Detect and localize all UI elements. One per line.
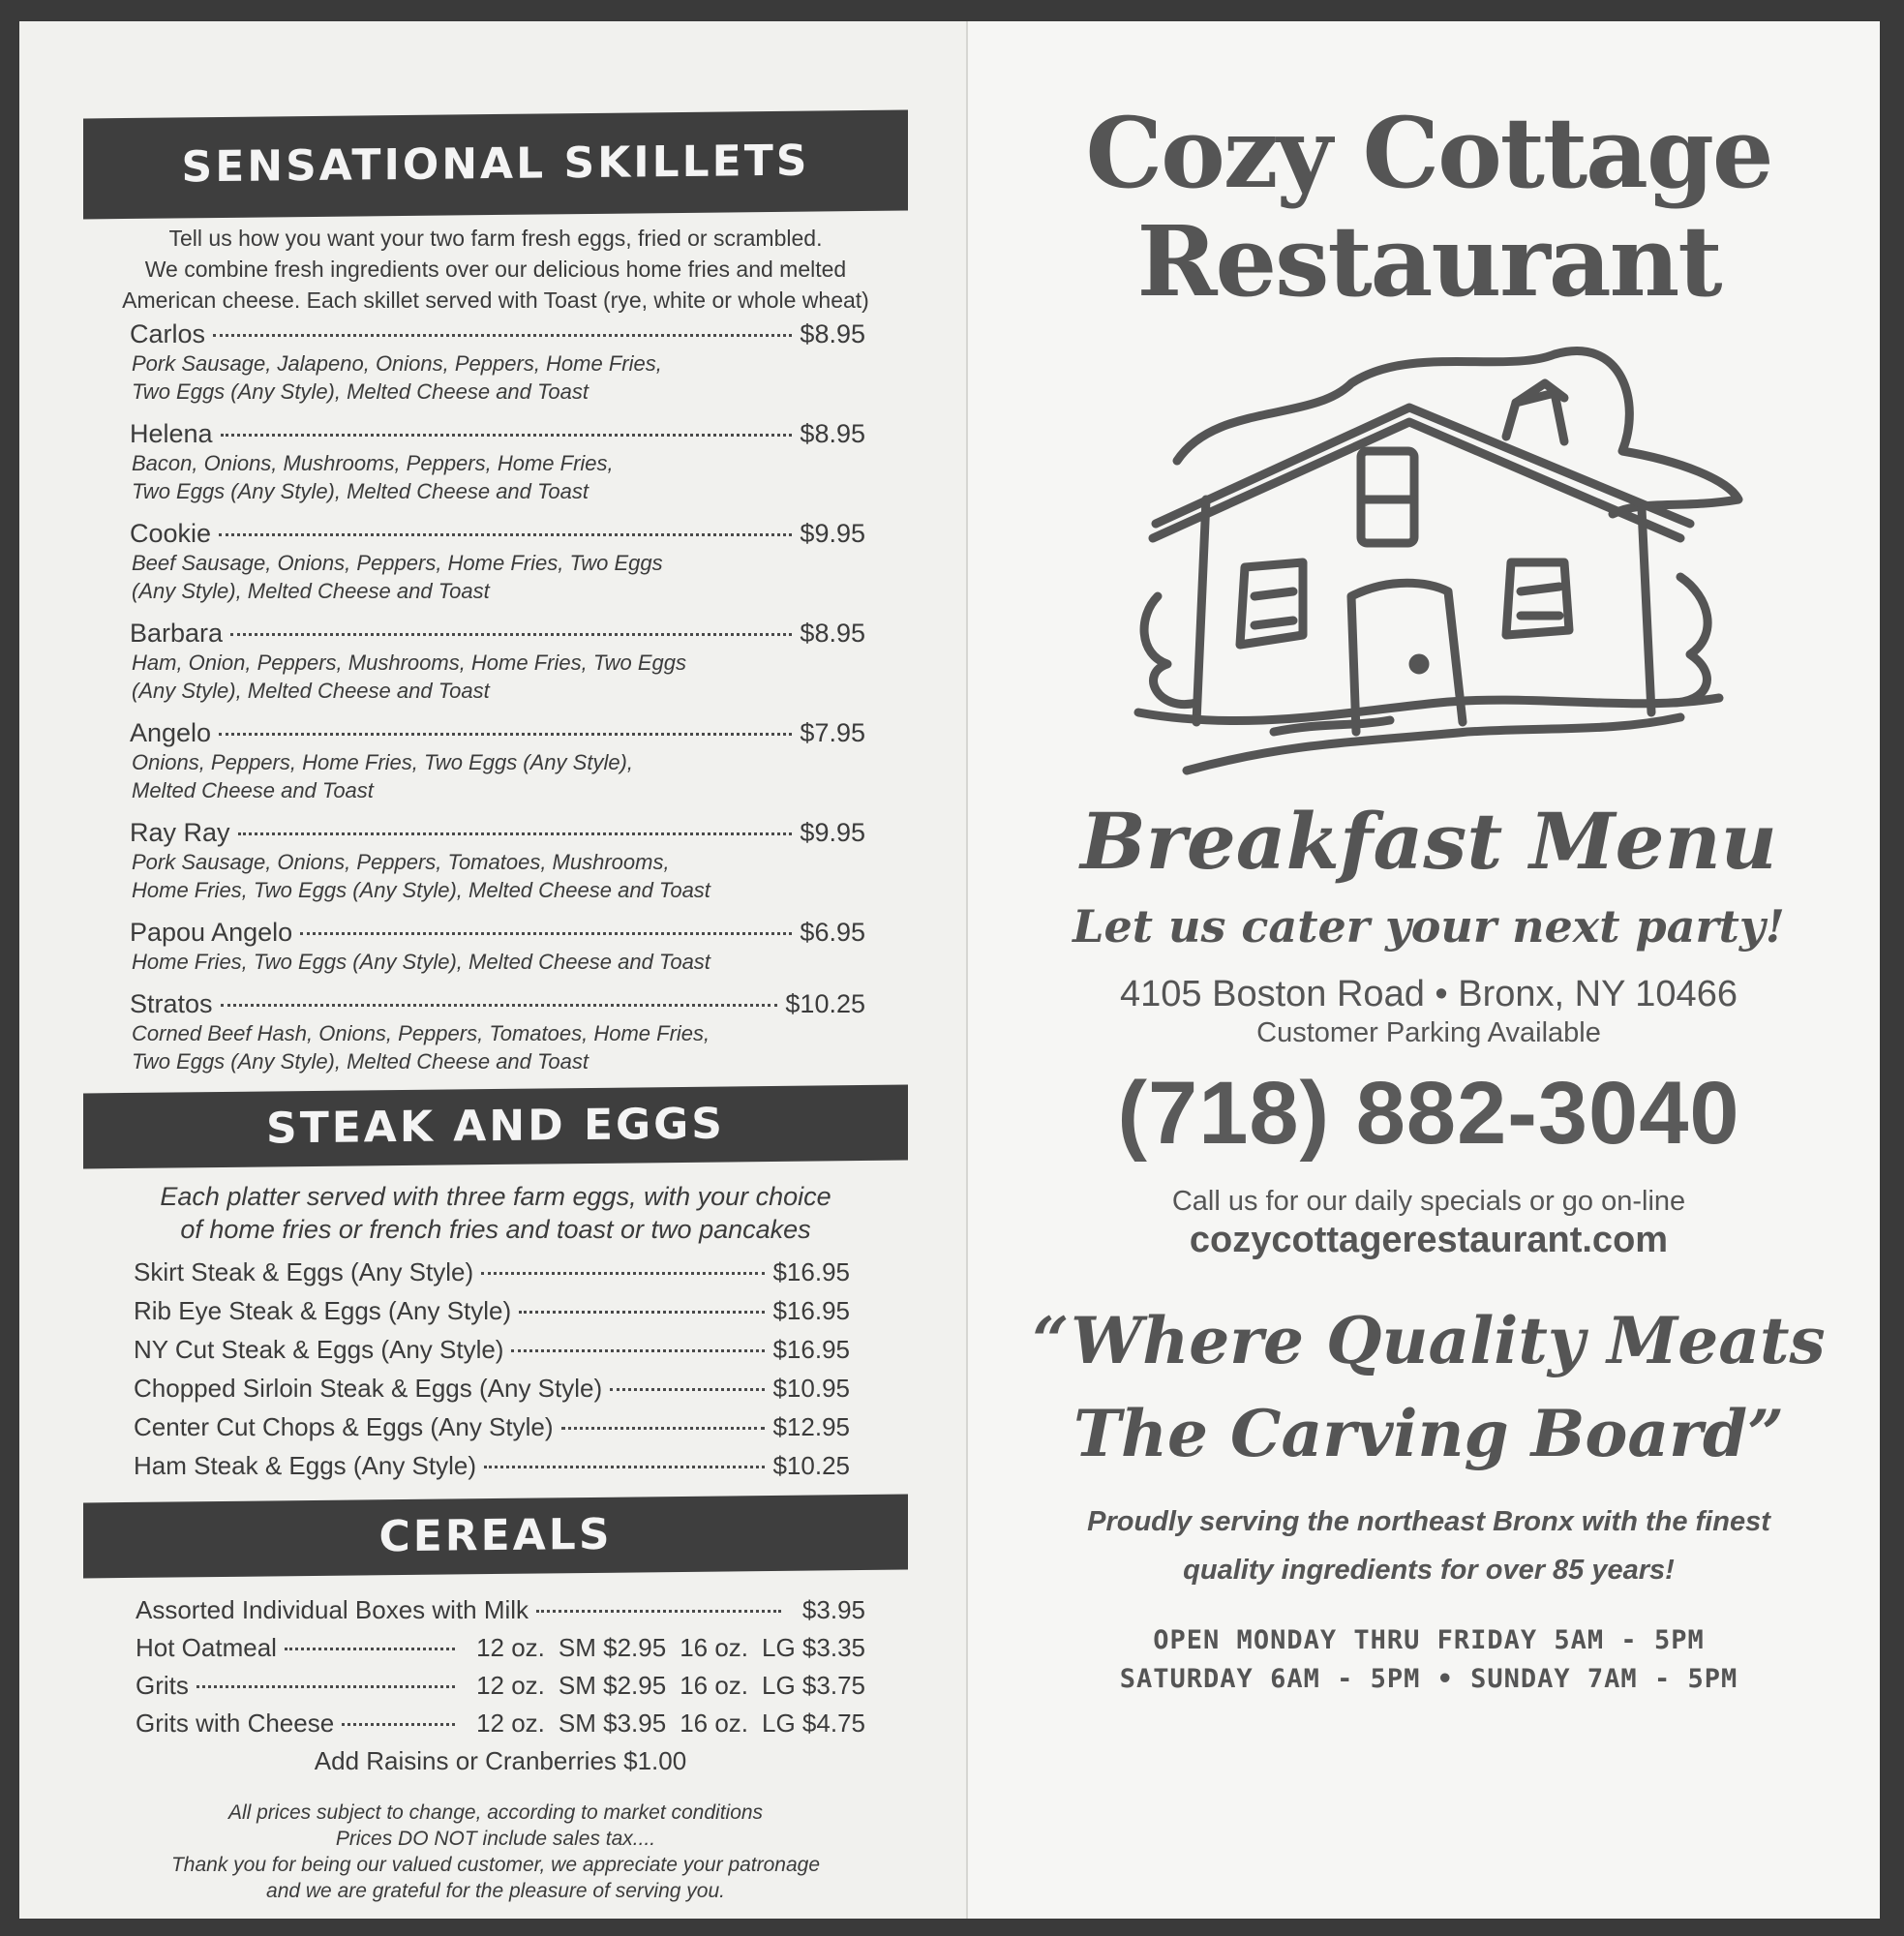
item-price: $10.95 bbox=[772, 1374, 850, 1403]
skillets-intro-line: Tell us how you want your two farm fresh eggs, fried or scrambled. bbox=[168, 226, 823, 251]
phone-number: (718) 882-3040 bbox=[1117, 1064, 1740, 1163]
price-large: LG $4.75 bbox=[762, 1709, 865, 1738]
desc-line: (Any Style), Melted Cheese and Toast bbox=[132, 679, 490, 703]
steak-item bbox=[134, 1412, 850, 1442]
item-name: Center Cut Chops & Eggs (Any Style) bbox=[134, 1412, 554, 1441]
item-name: Ray Ray bbox=[130, 818, 230, 847]
hours-line: OPEN MONDAY THRU FRIDAY 5AM - 5PM bbox=[1153, 1625, 1705, 1655]
item-desc bbox=[130, 748, 865, 804]
dot-leader bbox=[213, 334, 792, 337]
quote-line: “Where Quality Meats bbox=[1032, 1303, 1826, 1378]
dot-leader bbox=[484, 1466, 765, 1468]
dot-leader bbox=[610, 1388, 765, 1391]
size-large: 16 oz. bbox=[680, 1709, 749, 1738]
item-name: Helena bbox=[130, 419, 213, 448]
dot-leader bbox=[285, 1648, 455, 1650]
dot-leader bbox=[221, 434, 793, 437]
proud-line: Proudly serving the northeast Bronx with the finest bbox=[1087, 1506, 1770, 1537]
item-price: $16.95 bbox=[772, 1335, 850, 1364]
dot-leader bbox=[300, 932, 792, 935]
cottage-logo-icon bbox=[1100, 345, 1758, 790]
item-desc bbox=[130, 848, 865, 904]
desc-line: Two Eggs (Any Style), Melted Cheese and Toast bbox=[132, 1049, 589, 1074]
item-price: $6.95 bbox=[800, 918, 865, 947]
item-desc bbox=[130, 349, 865, 406]
desc-line: Onions, Peppers, Home Fries, Two Eggs (Any Style), bbox=[132, 750, 633, 774]
desc-line: Home Fries, Two Eggs (Any Style), Melted Cheese and Toast bbox=[132, 878, 710, 902]
skillet-item bbox=[130, 718, 865, 804]
fine-print bbox=[83, 1800, 908, 1904]
skillet-item bbox=[130, 989, 865, 1075]
steak-heading: STEAK AND EGGS bbox=[83, 1085, 908, 1169]
item-desc bbox=[130, 1019, 865, 1075]
quote-line: The Carving Board” bbox=[1073, 1396, 1785, 1471]
menu-brochure bbox=[19, 21, 1880, 1919]
steak-intro-line: of home fries or french fries and toast or two pancakes bbox=[180, 1215, 811, 1244]
left-panel bbox=[19, 21, 966, 1919]
item-desc bbox=[130, 449, 865, 505]
item-name: Stratos bbox=[130, 989, 213, 1018]
skillet-item bbox=[130, 619, 865, 705]
steak-list bbox=[134, 1257, 850, 1481]
fine-print-line: Prices DO NOT include sales tax.... bbox=[335, 1828, 656, 1850]
catering-tagline: Let us cater your next party! bbox=[1073, 900, 1785, 953]
item-price: $8.95 bbox=[800, 619, 865, 648]
hours-line: SATURDAY 6AM - 5PM • SUNDAY 7AM - 5PM bbox=[1119, 1664, 1738, 1694]
size-prices bbox=[463, 1671, 865, 1701]
item-price: $7.95 bbox=[800, 718, 865, 747]
skillets-intro-line: American cheese. Each skillet served with Toast (rye, white or whole wheat) bbox=[122, 287, 869, 313]
cereal-item bbox=[136, 1595, 865, 1625]
skillet-item bbox=[130, 519, 865, 605]
item-price bbox=[789, 1595, 865, 1625]
desc-line: Corned Beef Hash, Onions, Peppers, Tomatoes, Home Fries, bbox=[132, 1021, 710, 1045]
price-small: SM $2.95 bbox=[558, 1671, 667, 1700]
item-name: Rib Eye Steak & Eggs (Any Style) bbox=[134, 1296, 512, 1325]
dot-leader bbox=[342, 1723, 455, 1726]
fine-print-line: All prices subject to change, according to market conditions bbox=[227, 1801, 764, 1824]
cereal-item bbox=[136, 1633, 865, 1663]
item-name: Grits with Cheese bbox=[136, 1709, 335, 1738]
fine-print-line: Thank you for being our valued customer, we appreciate your patronage bbox=[170, 1854, 821, 1876]
cereal-item bbox=[136, 1671, 865, 1701]
skillets-intro bbox=[83, 223, 908, 316]
dot-leader bbox=[536, 1610, 781, 1613]
price-small: SM $3.95 bbox=[558, 1709, 667, 1738]
item-desc bbox=[130, 649, 865, 705]
item-price: $9.95 bbox=[800, 818, 865, 847]
desc-line: Bacon, Onions, Mushrooms, Peppers, Home Fries, bbox=[132, 451, 614, 475]
skillets-intro-line: We combine fresh ingredients over our delicious home fries and melted bbox=[144, 257, 847, 282]
desc-line: Two Eggs (Any Style), Melted Cheese and Toast bbox=[132, 379, 589, 404]
item-name: Papou Angelo bbox=[130, 918, 293, 947]
skillets-list bbox=[83, 319, 908, 1075]
desc-line: Pork Sausage, Onions, Peppers, Tomatoes, Mushrooms, bbox=[132, 850, 670, 874]
cereals-list bbox=[136, 1595, 865, 1776]
title-line: Cozy Cottage bbox=[1085, 96, 1772, 210]
proud-statement bbox=[1016, 1497, 1841, 1594]
steak-item bbox=[134, 1296, 850, 1326]
desc-line: Ham, Onion, Peppers, Mushrooms, Home Fries, Two Eggs bbox=[132, 650, 687, 675]
steak-item bbox=[134, 1335, 850, 1365]
item-name: NY Cut Steak & Eggs (Any Style) bbox=[134, 1335, 504, 1364]
item-name: Hot Oatmeal bbox=[136, 1633, 277, 1662]
steak-item bbox=[134, 1257, 850, 1287]
size-small: 12 oz. bbox=[476, 1633, 545, 1662]
item-name: Angelo bbox=[130, 718, 212, 747]
steak-intro-line: Each platter served with three farm eggs, with your choice bbox=[160, 1182, 831, 1211]
price-large: LG $3.35 bbox=[762, 1633, 865, 1662]
item-name: Barbara bbox=[130, 619, 224, 648]
parking-note: Customer Parking Available bbox=[1256, 1017, 1601, 1048]
dot-leader bbox=[219, 733, 792, 736]
steak-item bbox=[134, 1374, 850, 1404]
dot-leader bbox=[221, 1004, 778, 1007]
item-name: Chopped Sirloin Steak & Eggs (Any Style) bbox=[134, 1374, 603, 1403]
price-small: SM $2.95 bbox=[558, 1633, 667, 1662]
opening-hours bbox=[1016, 1621, 1841, 1699]
website-url: cozycottagerestaurant.com bbox=[1189, 1220, 1669, 1260]
price-large: $3.95 bbox=[801, 1595, 865, 1624]
desc-line: Pork Sausage, Jalapeno, Onions, Peppers, Home Fries, bbox=[132, 351, 662, 376]
dot-leader bbox=[219, 533, 792, 536]
restaurant-name bbox=[1016, 96, 1841, 318]
dot-leader bbox=[196, 1685, 455, 1688]
skillet-item bbox=[130, 918, 865, 976]
call-text: Call us for our daily specials or go on-line bbox=[1171, 1186, 1686, 1217]
item-name: Skirt Steak & Eggs (Any Style) bbox=[134, 1257, 474, 1286]
item-price: $16.95 bbox=[772, 1296, 850, 1325]
dot-leader bbox=[511, 1349, 765, 1352]
skillet-item bbox=[130, 419, 865, 505]
address: 4105 Boston Road • Bronx, NY 10466 bbox=[1120, 974, 1738, 1014]
item-name: Carlos bbox=[130, 319, 206, 348]
title-line: Restaurant bbox=[1136, 204, 1721, 318]
skillets-heading: SENSATIONAL SKILLETS bbox=[83, 110, 908, 220]
item-desc bbox=[130, 549, 865, 605]
size-large: 16 oz. bbox=[680, 1633, 749, 1662]
steak-item bbox=[134, 1451, 850, 1481]
skillet-item bbox=[130, 818, 865, 904]
size-prices bbox=[463, 1633, 865, 1663]
desc-line: Beef Sausage, Onions, Peppers, Home Fries, Two Eggs bbox=[132, 551, 663, 575]
item-price: $12.95 bbox=[772, 1412, 850, 1441]
desc-line: Two Eggs (Any Style), Melted Cheese and Toast bbox=[132, 479, 589, 503]
cereal-item bbox=[136, 1709, 865, 1739]
price-large: LG $3.75 bbox=[762, 1671, 865, 1700]
dot-leader bbox=[238, 832, 793, 835]
item-price: $8.95 bbox=[800, 419, 865, 448]
item-name: Cookie bbox=[130, 519, 212, 548]
item-price: $9.95 bbox=[800, 519, 865, 548]
item-name: Assorted Individual Boxes with Milk bbox=[136, 1595, 529, 1624]
size-prices bbox=[463, 1709, 865, 1739]
cereals-heading: CEREALS bbox=[83, 1495, 908, 1579]
item-desc bbox=[130, 948, 865, 976]
size-small: 12 oz. bbox=[476, 1671, 545, 1700]
skillet-item bbox=[130, 319, 865, 406]
item-price: $8.95 bbox=[800, 319, 865, 348]
steak-intro bbox=[83, 1180, 908, 1246]
fine-print-line: and we are grateful for the pleasure of serving you. bbox=[266, 1880, 725, 1902]
item-name: Ham Steak & Eggs (Any Style) bbox=[134, 1451, 477, 1480]
item-price: $10.25 bbox=[785, 989, 865, 1018]
dot-leader bbox=[230, 633, 792, 636]
size-large: 16 oz. bbox=[680, 1671, 749, 1700]
slogan-quote bbox=[1016, 1294, 1841, 1480]
desc-line: Melted Cheese and Toast bbox=[132, 778, 374, 802]
desc-line: Home Fries, Two Eggs (Any Style), Melted Cheese and Toast bbox=[132, 950, 710, 974]
item-price: $10.25 bbox=[772, 1451, 850, 1480]
dot-leader bbox=[519, 1311, 765, 1314]
size-small: 12 oz. bbox=[476, 1709, 545, 1738]
item-price: $16.95 bbox=[772, 1257, 850, 1286]
desc-line: (Any Style), Melted Cheese and Toast bbox=[132, 579, 490, 603]
menu-subtitle: Breakfast Menu bbox=[1080, 796, 1777, 887]
cereal-addon: Add Raisins or Cranberries $1.00 bbox=[314, 1746, 687, 1775]
dot-leader bbox=[561, 1427, 766, 1430]
dot-leader bbox=[481, 1272, 765, 1275]
right-panel bbox=[966, 21, 1880, 1919]
proud-line: quality ingredients for over 85 years! bbox=[1183, 1555, 1675, 1586]
item-name: Grits bbox=[136, 1671, 189, 1700]
